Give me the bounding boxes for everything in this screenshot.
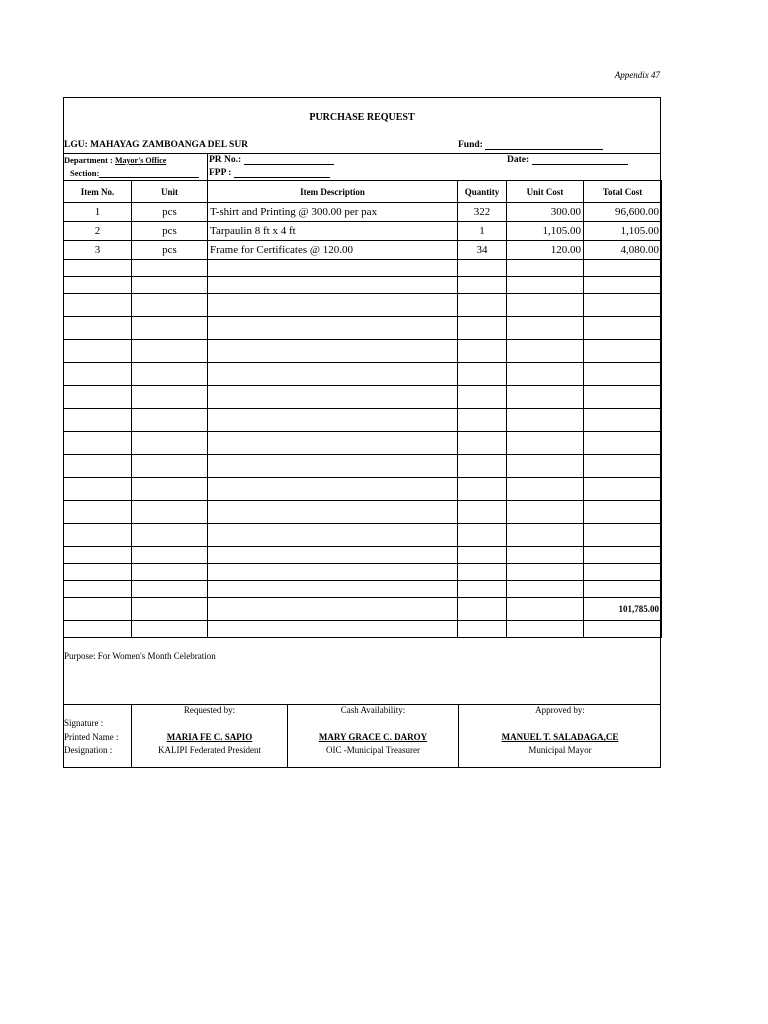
blank-row xyxy=(64,409,662,432)
cell-unit-cost: 300.00 xyxy=(507,203,584,222)
blank-row xyxy=(64,478,662,501)
cell-total-cost: 1,105.00 xyxy=(584,222,662,241)
purpose-text: Purpose: For Women's Month Celebration xyxy=(64,651,216,661)
department-value: Mayor's Office xyxy=(114,156,167,165)
header-vdivider xyxy=(207,153,208,180)
blank-row xyxy=(64,432,662,455)
header-quantity: Quantity xyxy=(458,181,507,203)
blank-row xyxy=(64,581,662,598)
cell-description: T-shirt and Printing @ 300.00 per pax xyxy=(208,203,458,222)
header-divider xyxy=(64,153,660,154)
header-item-description: Item Description xyxy=(208,181,458,203)
header-unit-cost: Unit Cost xyxy=(507,181,584,203)
approved-by-name xyxy=(459,732,661,742)
cell-quantity: 1 xyxy=(458,222,507,241)
cell-item-no: 3 xyxy=(64,241,132,260)
requested-by-name-text: MARIA FE C. SAPIO xyxy=(166,732,253,742)
fpp-field[interactable] xyxy=(234,177,330,178)
lgu-line xyxy=(64,140,248,150)
cash-availability-heading: Cash Availability: xyxy=(340,705,406,715)
section-field[interactable] xyxy=(99,177,199,178)
fpp-label: FPP : xyxy=(209,168,232,178)
items-table xyxy=(63,180,662,638)
requested-by-designation: KALIPI Federated President xyxy=(158,745,261,755)
approved-by-heading: Approved by: xyxy=(535,705,585,715)
department-line xyxy=(64,155,166,165)
requested-by-name xyxy=(132,732,287,742)
blank-row xyxy=(64,621,662,638)
table-row xyxy=(64,222,662,241)
cell-description: Tarpaulin 8 ft x 4 ft xyxy=(208,222,458,241)
blank-row xyxy=(64,277,662,294)
cash-availability-name-text: MARY GRACE C. DAROY xyxy=(318,732,428,742)
cash-availability-designation: OIC -Municipal Treasurer xyxy=(326,745,420,755)
fund-field[interactable] xyxy=(485,149,603,150)
blank-row xyxy=(64,260,662,277)
cell-unit: pcs xyxy=(132,222,208,241)
blank-row xyxy=(64,294,662,317)
fund-label: Fund: xyxy=(458,140,483,150)
lgu-value: MAHAYAG ZAMBOANGA DEL SUR xyxy=(90,140,249,150)
cash-availability-name xyxy=(288,732,458,742)
header-total-cost: Total Cost xyxy=(584,181,662,203)
appendix-label: Appendix 47 xyxy=(614,70,660,80)
total-row xyxy=(64,598,662,621)
cell-item-no: 1 xyxy=(64,203,132,222)
label-signature: Signature : xyxy=(64,718,104,728)
cell-item-no: 2 xyxy=(64,222,132,241)
cell-description: Frame for Certificates @ 120.00 xyxy=(208,241,458,260)
blank-row xyxy=(64,564,662,581)
cell-unit-cost: 120.00 xyxy=(507,241,584,260)
blank-row xyxy=(64,317,662,340)
cell-total-cost: 4,080.00 xyxy=(584,241,662,260)
blank-row xyxy=(64,386,662,409)
grand-total: 101,785.00 xyxy=(584,598,662,621)
date-field[interactable] xyxy=(532,164,628,165)
section-label: Section: xyxy=(70,168,100,178)
blank-row xyxy=(64,340,662,363)
pr-no-line xyxy=(209,155,334,165)
fpp-line xyxy=(209,168,330,178)
cell-total-cost: 96,600.00 xyxy=(584,203,662,222)
approved-by-designation: Municipal Mayor xyxy=(528,745,592,755)
date-line xyxy=(507,155,628,165)
blank-row xyxy=(64,455,662,478)
header-unit: Unit xyxy=(132,181,208,203)
label-printed-name: Printed Name : xyxy=(64,732,119,742)
requested-by-heading: Requested by: xyxy=(183,705,236,715)
department-label: Department : xyxy=(64,155,113,165)
cell-unit: pcs xyxy=(132,203,208,222)
table-row xyxy=(64,241,662,260)
table-header-row xyxy=(64,181,662,203)
table-row xyxy=(64,203,662,222)
cell-quantity: 322 xyxy=(458,203,507,222)
cell-unit: pcs xyxy=(132,241,208,260)
label-designation: Designation : xyxy=(64,745,113,755)
pr-no-field[interactable] xyxy=(244,164,334,165)
section-line xyxy=(70,168,199,178)
blank-row xyxy=(64,524,662,547)
lgu-label: LGU: xyxy=(64,140,88,150)
date-label: Date: xyxy=(507,155,530,165)
pr-no-label: PR No.: xyxy=(209,155,242,165)
header-item-no: Item No. xyxy=(64,181,132,203)
form-title: PURCHASE REQUEST xyxy=(309,112,415,123)
purchase-request-form xyxy=(63,97,661,768)
cell-quantity: 34 xyxy=(458,241,507,260)
fund-line xyxy=(458,140,603,150)
cell-unit-cost: 1,105.00 xyxy=(507,222,584,241)
blank-row xyxy=(64,501,662,524)
approved-by-name-text: MANUEL T. SALADAGA,CE xyxy=(501,732,619,742)
blank-row xyxy=(64,363,662,386)
blank-row xyxy=(64,547,662,564)
